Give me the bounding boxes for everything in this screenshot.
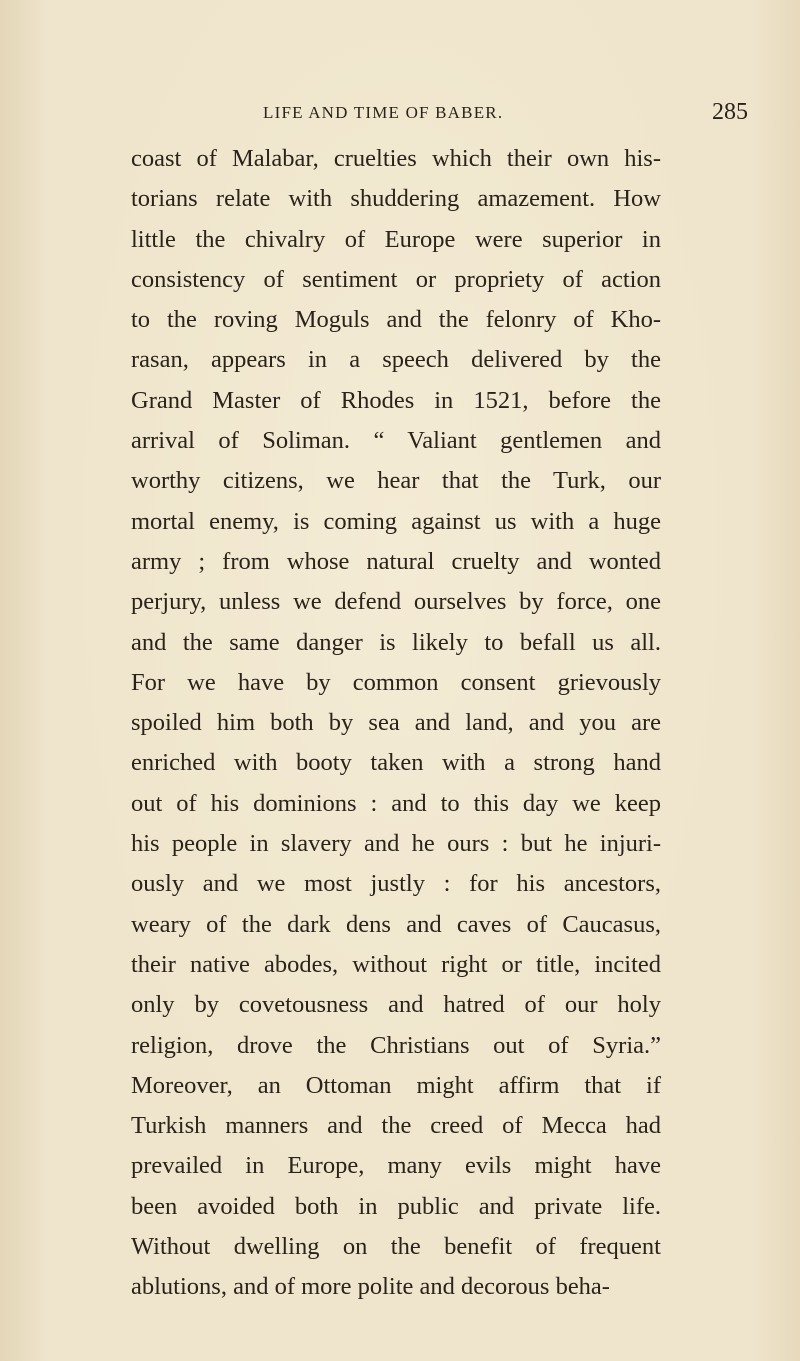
text-line: little the chivalry of Europe were superior in — [131, 225, 661, 253]
text-line: their native abodes, without right or title, incited — [131, 950, 661, 978]
body-text — [131, 139, 661, 1308]
text-line: Grand Master of Rhodes in 1521, before the — [131, 386, 661, 414]
text-line: rasan, appears in a speech delivered by the — [131, 346, 661, 374]
text-line: enriched with booty taken with a strong hand — [131, 749, 661, 777]
text-line: consistency of sentiment or propriety of action — [131, 265, 661, 293]
text-line: worthy citizens, we hear that the Turk, our — [131, 467, 661, 495]
text-line: torians relate with shuddering amazement. How — [131, 185, 661, 213]
text-line: Moreover, an Ottoman might affirm that if — [131, 1071, 661, 1099]
text-line: ously and we most justly : for his ancestors, — [131, 870, 661, 898]
text-line: ablutions, and of more polite and decorous beha- — [131, 1273, 610, 1301]
page-number: 285 — [712, 99, 748, 125]
text-line: only by covetousness and hatred of our holy — [131, 991, 661, 1019]
text-line: to the roving Moguls and the felonry of Kho- — [131, 306, 661, 334]
text-line: Without dwelling on the benefit of frequent — [131, 1233, 661, 1261]
text-line: and the same danger is likely to befall us all. — [131, 628, 661, 656]
text-line: perjury, unless we defend ourselves by force, one — [131, 588, 661, 616]
text-line: prevailed in Europe, many evils might have — [131, 1152, 661, 1180]
page-header — [0, 99, 800, 129]
text-line: spoiled him both by sea and land, and you are — [131, 709, 661, 737]
running-title: LIFE AND TIME OF BABER. — [263, 103, 504, 122]
text-line: mortal enemy, is coming against us with a huge — [131, 507, 661, 535]
text-line: his people in slavery and he ours : but he injuri- — [131, 830, 661, 858]
text-line: arrival of Soliman. “ Valiant gentlemen and — [131, 427, 661, 455]
text-line: been avoided both in public and private life. — [131, 1192, 661, 1220]
text-line: out of his dominions : and to this day we keep — [131, 789, 661, 817]
text-line: religion, drove the Christians out of Syria.” — [131, 1031, 661, 1059]
text-line: coast of Malabar, cruelties which their own his- — [131, 145, 661, 172]
text-line: For we have by common consent grievously — [131, 668, 661, 696]
text-line: Turkish manners and the creed of Mecca had — [131, 1112, 661, 1140]
text-line: army ; from whose natural cruelty and wonted — [131, 547, 661, 575]
text-line: weary of the dark dens and caves of Caucasus, — [131, 910, 661, 938]
